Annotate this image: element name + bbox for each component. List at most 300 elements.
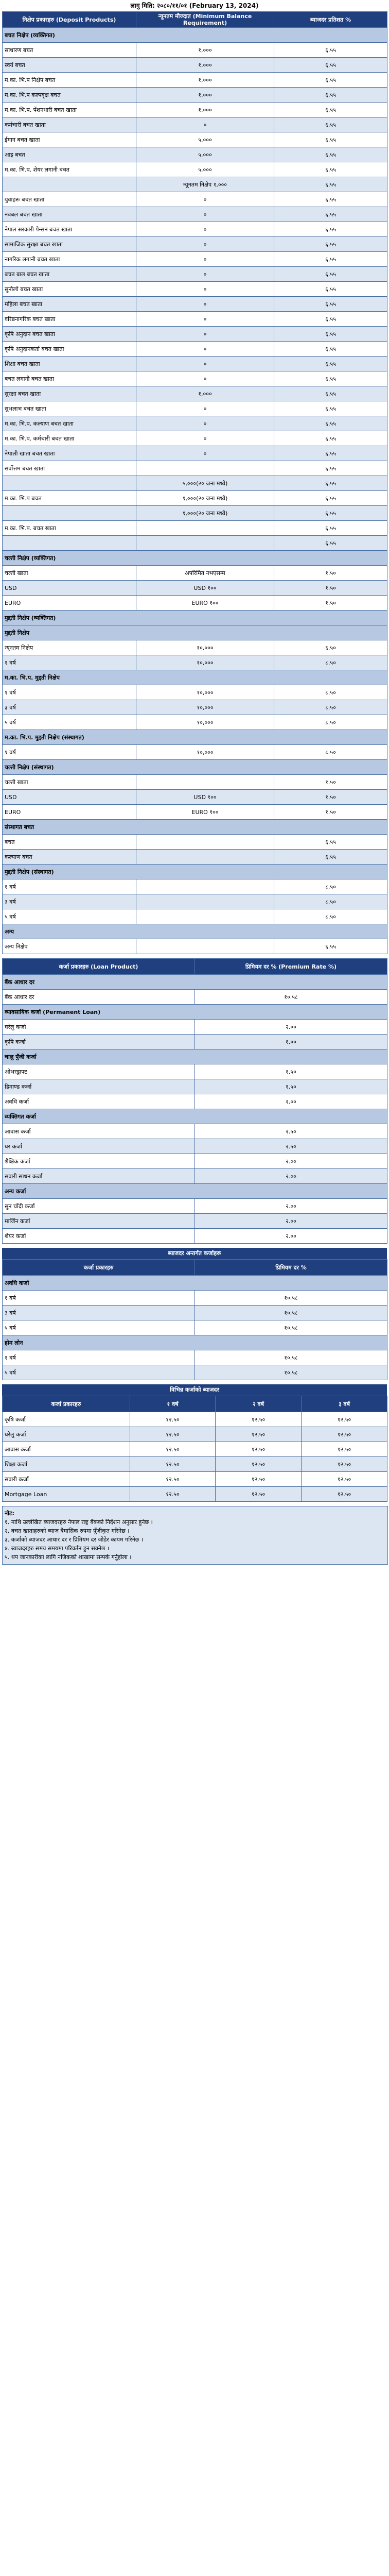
row-label: मार्जिन कर्जा [3, 1214, 195, 1229]
row-value: ६.५५ [274, 327, 387, 342]
row-value: १.०० [195, 1035, 387, 1049]
column-header: निक्षेप प्रकारहरु (Deposit Products) [3, 12, 136, 28]
row-label: १ वर्ष [3, 1291, 195, 1306]
table-row [3, 1365, 387, 1380]
row-label: ५ वर्ष [3, 715, 136, 730]
row-label: सुरक्षा बचत खाता [3, 386, 136, 401]
table-row [3, 790, 387, 805]
row-value: ६.५५ [274, 117, 387, 132]
spread-table-title: ब्याजदर अन्तर्गत कर्जाहरू [2, 1248, 387, 1259]
row-value: ५,००० [136, 147, 274, 162]
row-label: म.का. भि.प कल्पवृक्ष बचत [3, 88, 136, 103]
row-value: १२.५० [216, 1457, 302, 1472]
row-value: ६.५५ [274, 536, 387, 551]
table-row [3, 521, 387, 536]
row-label: सुनौलो बचत खाता [3, 282, 136, 297]
row-label: अवधि कर्जा [3, 1094, 195, 1109]
row-value: ६.५५ [274, 401, 387, 416]
row-label: Mortgage Loan [3, 1487, 130, 1502]
row-value: १०.५८ [195, 1365, 387, 1380]
table-row [3, 43, 387, 58]
row-value: ५,०००(२० जना मध्ये) [136, 476, 274, 491]
row-value: १,००० [136, 58, 274, 73]
row-value: १,००० [136, 103, 274, 117]
table-row [3, 282, 387, 297]
row-label [3, 476, 136, 491]
section-row [3, 865, 387, 879]
row-value: ० [136, 267, 274, 282]
deposit-rate-table [2, 11, 387, 954]
section-label: संस्थागत बचत [3, 820, 387, 835]
row-label: शिक्षा कर्जा [3, 1457, 130, 1472]
row-value: ० [136, 446, 274, 461]
table-row [3, 117, 387, 132]
row-label: EURO [3, 805, 136, 820]
spread-rate-table [2, 1259, 387, 1380]
row-value: ५,००० [136, 132, 274, 147]
row-value [136, 909, 274, 924]
row-label: बचत लगानी बचत खाता [3, 371, 136, 386]
deposit-header-row [3, 12, 387, 28]
row-value: १.५० [274, 775, 387, 790]
section-label: म.का. भि.प. मुद्दती निक्षेप (संस्थागत) [3, 730, 387, 745]
row-label: आइ बचत [3, 147, 136, 162]
row-value: ० [136, 416, 274, 431]
table-row [3, 162, 387, 177]
row-value: ० [136, 117, 274, 132]
table-row [3, 1472, 387, 1487]
table-row [3, 416, 387, 431]
column-header: प्रिमियम दर % [195, 1260, 387, 1276]
row-value [136, 850, 274, 865]
row-value: EURO १०० [136, 805, 274, 820]
table-row [3, 312, 387, 327]
row-value: USD १०० [136, 581, 274, 596]
section-row [3, 820, 387, 835]
table-row [3, 536, 387, 551]
column-header: कर्जा प्रकारहरु (Loan Product) [3, 959, 195, 975]
table-row [3, 73, 387, 88]
row-value: २.०० [195, 1199, 387, 1214]
table-row [3, 850, 387, 865]
row-value: ८.५० [274, 655, 387, 670]
table-row [3, 685, 387, 700]
row-value: ० [136, 282, 274, 297]
section-row [3, 28, 387, 43]
table-row [3, 237, 387, 252]
row-value: १२.५० [130, 1472, 216, 1487]
row-value: ५,००० [136, 162, 274, 177]
row-value: ६.५५ [274, 132, 387, 147]
row-label: १ वर्ष [3, 1350, 195, 1365]
table-row [3, 566, 387, 581]
table-row [3, 596, 387, 611]
table-row [3, 700, 387, 715]
table-row [3, 775, 387, 790]
row-value: ० [136, 297, 274, 312]
table-row [3, 1487, 387, 1502]
row-value: १,०००(२० जना मध्ये) [136, 506, 274, 521]
section-row [3, 625, 387, 640]
section-label: अवधि कर्जा [3, 1276, 387, 1291]
table-row [3, 177, 387, 192]
row-value: ६.५५ [274, 446, 387, 461]
row-label: USD [3, 790, 136, 805]
row-label: युवाहरू बचत खाता [3, 192, 136, 207]
row-label: सुन चाँदी कर्जा [3, 1199, 195, 1214]
notes-box [2, 1506, 388, 1565]
table-row [3, 207, 387, 222]
row-value: EURO १०० [136, 596, 274, 611]
table-row [3, 939, 387, 954]
row-label: सवारी साधन कर्जा [3, 1169, 195, 1184]
row-value: १२.५० [216, 1412, 302, 1427]
row-value: १२.५० [130, 1487, 216, 1502]
table-row [3, 506, 387, 521]
row-label: म.का. भि.प बचत [3, 491, 136, 506]
row-value: २.५० [195, 1139, 387, 1154]
section-row [3, 760, 387, 775]
section-label: अन्य [3, 924, 387, 939]
row-value: १०.५८ [195, 990, 387, 1005]
section-row [3, 730, 387, 745]
row-label: डिमाण्ड कर्जा [3, 1079, 195, 1094]
row-value: ८.५० [274, 715, 387, 730]
column-header: कर्जा प्रकारहरु [3, 1260, 195, 1276]
row-value [136, 835, 274, 850]
row-value: १०,००० [136, 640, 274, 655]
row-value: ६.५५ [274, 177, 387, 192]
row-value: ८.५० [274, 894, 387, 909]
row-label: स्वयं बचत [3, 58, 136, 73]
row-value: ० [136, 207, 274, 222]
row-value: अपरिमित नभएसम्म [136, 566, 274, 581]
row-value: USD १०० [136, 790, 274, 805]
row-label: चल्ती खाता [3, 566, 136, 581]
note-line: ४. ब्याजदरहरु समय समयमा परिवर्तन हुन सक्नेछ । [5, 1545, 110, 1552]
row-label [3, 506, 136, 521]
row-value: ८.५० [274, 745, 387, 760]
table-row [3, 491, 387, 506]
row-value: १.५० [195, 1079, 387, 1094]
column-header: कर्जा प्रकारहरु [3, 1396, 130, 1412]
section-label: चालु पुँजी कर्जा [3, 1049, 387, 1064]
table-row [3, 431, 387, 446]
row-value: २.०० [195, 1020, 387, 1035]
section-label: अन्य कर्जा [3, 1184, 387, 1199]
row-value: ८.५० [274, 879, 387, 894]
row-value: १.५० [274, 790, 387, 805]
section-label: बचत निक्षेप (व्यक्तिगत) [3, 28, 387, 43]
loan-header-row [3, 959, 387, 975]
row-label: नेपाली खाता बचत खाता [3, 446, 136, 461]
table-row [3, 357, 387, 371]
row-value: २.०० [195, 1229, 387, 1244]
row-label: ५ वर्ष [3, 1365, 195, 1380]
row-value: २.०० [195, 1154, 387, 1169]
row-value: १२.५० [302, 1487, 387, 1502]
row-value: १०.५८ [195, 1350, 387, 1365]
row-label: १ वर्ष [3, 745, 136, 760]
row-label: कृषि अनुदान बचत खाता [3, 327, 136, 342]
table-row [3, 1229, 387, 1244]
row-value: ६.५० [274, 640, 387, 655]
table-row [3, 1124, 387, 1139]
note-line: २. बचत खाताहरुको ब्याज त्रैमासिक रुपमा पूँजीकृत गरिनेछ । [5, 1528, 130, 1534]
row-label: नेपाल सरकारी पेन्सन बचत खाता [3, 222, 136, 237]
table-row [3, 581, 387, 596]
row-value: ६.५५ [274, 461, 387, 476]
section-row [3, 1184, 387, 1199]
row-value: १०,००० [136, 745, 274, 760]
row-value: ० [136, 192, 274, 207]
table-row [3, 655, 387, 670]
row-label: नागरिक लगानी बचत खाता [3, 252, 136, 267]
column-header: २ वर्ष [216, 1396, 302, 1412]
row-label: ५ वर्ष [3, 909, 136, 924]
row-value: १२.५० [130, 1457, 216, 1472]
row-value: ६.५५ [274, 312, 387, 327]
row-label: आवास कर्जा [3, 1442, 130, 1457]
row-label [3, 536, 136, 551]
row-label: ३ वर्ष [3, 894, 136, 909]
table-row [3, 222, 387, 237]
row-value [136, 775, 274, 790]
row-value: ६.५५ [274, 162, 387, 177]
table-row [3, 1020, 387, 1035]
table-row [3, 252, 387, 267]
row-value: ८.५० [274, 700, 387, 715]
section-label: होम लोन [3, 1335, 387, 1350]
section-label: मुद्दती निक्षेप (संस्थागत) [3, 865, 387, 879]
row-label: ५ वर्ष [3, 1320, 195, 1335]
row-label: ३ वर्ष [3, 1306, 195, 1320]
column-header: प्रिमियम दर % (Premium Rate %) [195, 959, 387, 975]
row-label: शेयर कर्जा [3, 1229, 195, 1244]
table-row [3, 132, 387, 147]
row-value: ६.५५ [274, 103, 387, 117]
row-value: ६.५५ [274, 237, 387, 252]
row-value [136, 536, 274, 551]
table-row [3, 640, 387, 655]
row-value: ६.५५ [274, 491, 387, 506]
row-label: शैक्षिक कर्जा [3, 1154, 195, 1169]
row-value: १,००० [136, 88, 274, 103]
row-label: न्यूनतम निक्षेप [3, 640, 136, 655]
table-row [3, 327, 387, 342]
row-value [136, 461, 274, 476]
table-row [3, 103, 387, 117]
row-value: ० [136, 252, 274, 267]
row-value: १२.५० [130, 1427, 216, 1442]
section-row [3, 1109, 387, 1124]
row-value: १२.५० [302, 1457, 387, 1472]
row-value: ६.५५ [274, 88, 387, 103]
table-row [3, 1427, 387, 1442]
table-row [3, 1320, 387, 1335]
table-row [3, 1035, 387, 1049]
row-value: ६.५५ [274, 850, 387, 865]
row-value: १२.५० [130, 1442, 216, 1457]
table-row [3, 745, 387, 760]
table-row [3, 805, 387, 820]
row-value: ६.५५ [274, 147, 387, 162]
row-value: ६.५५ [274, 267, 387, 282]
table-row [3, 990, 387, 1005]
row-label: कृषि कर्जा [3, 1412, 130, 1427]
row-value: १,००० [136, 73, 274, 88]
row-label: घर कर्जा [3, 1139, 195, 1154]
row-value: १०.५८ [195, 1306, 387, 1320]
row-value: ० [136, 327, 274, 342]
table-row [3, 1079, 387, 1094]
row-value: ६.५५ [274, 73, 387, 88]
row-label: साधारण बचत [3, 43, 136, 58]
row-value [136, 879, 274, 894]
row-label: म.का. भि.प निक्षेप बचत [3, 73, 136, 88]
row-label: कृषि कर्जा [3, 1035, 195, 1049]
table-row [3, 1199, 387, 1214]
table-row [3, 386, 387, 401]
loan-rate-table [2, 958, 387, 1244]
column-header: ब्याजदर प्रतिशत % [274, 12, 387, 28]
row-label: म.का. भि.प. बचत खाता [3, 521, 136, 536]
row-value: १०.५८ [195, 1320, 387, 1335]
column-header: ३ वर्ष [302, 1396, 387, 1412]
row-value: १०,००० [136, 655, 274, 670]
table-row [3, 342, 387, 357]
section-label: मुद्दती निक्षेप [3, 625, 387, 640]
row-value: १२.५० [302, 1412, 387, 1427]
row-value: १.५० [274, 566, 387, 581]
row-value: ६.५५ [274, 222, 387, 237]
row-label: १ वर्ष [3, 685, 136, 700]
row-value: ० [136, 401, 274, 416]
row-label: कृषि अनुदानकर्ता बचत खाता [3, 342, 136, 357]
row-label: म.का. भि.प. कल्याण बचत खाता [3, 416, 136, 431]
table-row [3, 267, 387, 282]
section-label: म.का. भि.प. मुद्दती निक्षेप [3, 670, 387, 685]
table-row [3, 1442, 387, 1457]
row-value: १२.५० [302, 1442, 387, 1457]
table-row [3, 476, 387, 491]
row-label: नवबल बचत खाता [3, 207, 136, 222]
table-row [3, 1350, 387, 1365]
row-value: ६.५५ [274, 416, 387, 431]
section-row [3, 1005, 387, 1020]
row-label: अन्य निक्षेप [3, 939, 136, 954]
section-label: व्यावसायिक कर्जा (Permanent Loan) [3, 1005, 387, 1020]
note-line: ५. थप जानकारीका लागि नजिकको शाखामा सम्पर्क गर्नुहोला । [5, 1554, 132, 1561]
table-row [3, 1139, 387, 1154]
row-value: १२.५० [302, 1427, 387, 1442]
row-value: ० [136, 342, 274, 357]
row-label: सामाजिक सुरक्षा बचत खाता [3, 237, 136, 252]
row-label: बैंक आधार दर [3, 990, 195, 1005]
table-row [3, 446, 387, 461]
row-value: १२.५० [216, 1427, 302, 1442]
row-label: म.का. भि.प. शेयर लगानी बचत [3, 162, 136, 177]
row-value: ६.५५ [274, 252, 387, 267]
row-value: ६.५५ [274, 282, 387, 297]
row-value: १०,००० [136, 685, 274, 700]
table-row [3, 1306, 387, 1320]
row-value: २.०० [195, 1214, 387, 1229]
row-label: १ वर्ष [3, 655, 136, 670]
row-value: ० [136, 357, 274, 371]
row-value: ६.५५ [274, 386, 387, 401]
row-label: घरेलु कर्जा [3, 1427, 130, 1442]
row-value [136, 894, 274, 909]
row-value: ० [136, 371, 274, 386]
table-row [3, 894, 387, 909]
margin-header-row [3, 1396, 387, 1412]
table-row [3, 1291, 387, 1306]
table-row [3, 1094, 387, 1109]
row-label: बचत बाल बचत खाता [3, 267, 136, 282]
row-label: ३ वर्ष [3, 700, 136, 715]
table-row [3, 371, 387, 386]
row-value: २.०० [195, 1169, 387, 1184]
table-row [3, 1214, 387, 1229]
section-row [3, 975, 387, 990]
margin-table-title: विभिन्न कर्जाको ब्याजदर [2, 1384, 387, 1396]
row-value: १०.५८ [195, 1291, 387, 1306]
column-header: १ वर्ष [130, 1396, 216, 1412]
row-value: १.५० [274, 805, 387, 820]
section-label: चल्ती निक्षेप (व्यक्तिगत) [3, 551, 387, 566]
section-row [3, 1049, 387, 1064]
row-value: २.५० [195, 1124, 387, 1139]
row-label: सवारी कर्जा [3, 1472, 130, 1487]
section-row [3, 1335, 387, 1350]
table-row [3, 192, 387, 207]
row-value: १,००० [136, 386, 274, 401]
row-label: वरिष्ठनागरिक बचत खाता [3, 312, 136, 327]
page-title: लागु मिति: २०८०/११/०१ (February 13, 2024) [130, 2, 259, 9]
table-row [3, 1412, 387, 1427]
row-value: ६.५५ [274, 357, 387, 371]
row-label: कल्याण बचत [3, 850, 136, 865]
row-value: १,०००(२० जना मध्ये) [136, 491, 274, 506]
table-row [3, 401, 387, 416]
row-value: १.५० [274, 596, 387, 611]
row-value: ६.५५ [274, 431, 387, 446]
row-value: १.५० [195, 1064, 387, 1079]
row-value: ० [136, 237, 274, 252]
row-value: ६.५५ [274, 342, 387, 357]
row-label: ईमान बचत खाता [3, 132, 136, 147]
table-row [3, 715, 387, 730]
row-label: सुभलाभ बचत खाता [3, 401, 136, 416]
row-label: सर्वोत्तम बचत खाता [3, 461, 136, 476]
row-value: १२.५० [130, 1412, 216, 1427]
row-label: EURO [3, 596, 136, 611]
row-label: बचत [3, 835, 136, 850]
note-line: ३. कर्जाको ब्याजदर आधार दर र प्रिमियम दर जोडेर कायम गरिनेछ । [5, 1536, 144, 1543]
row-value: ६.५५ [274, 506, 387, 521]
row-value: १०,००० [136, 715, 274, 730]
margin-rate-table [2, 1396, 387, 1502]
row-value: १२.५० [216, 1487, 302, 1502]
note-line: १. माथि उल्लेखित ब्याजदरहरु नेपाल राष्ट्र बैंकको निर्देशन अनुसार हुनेछ । [5, 1519, 153, 1526]
row-label: १ वर्ष [3, 879, 136, 894]
row-value: ६.५५ [274, 835, 387, 850]
row-value: ० [136, 312, 274, 327]
row-value: २.०० [195, 1094, 387, 1109]
section-label: व्यक्तिगत कर्जा [3, 1109, 387, 1124]
row-value: ६.५५ [274, 297, 387, 312]
